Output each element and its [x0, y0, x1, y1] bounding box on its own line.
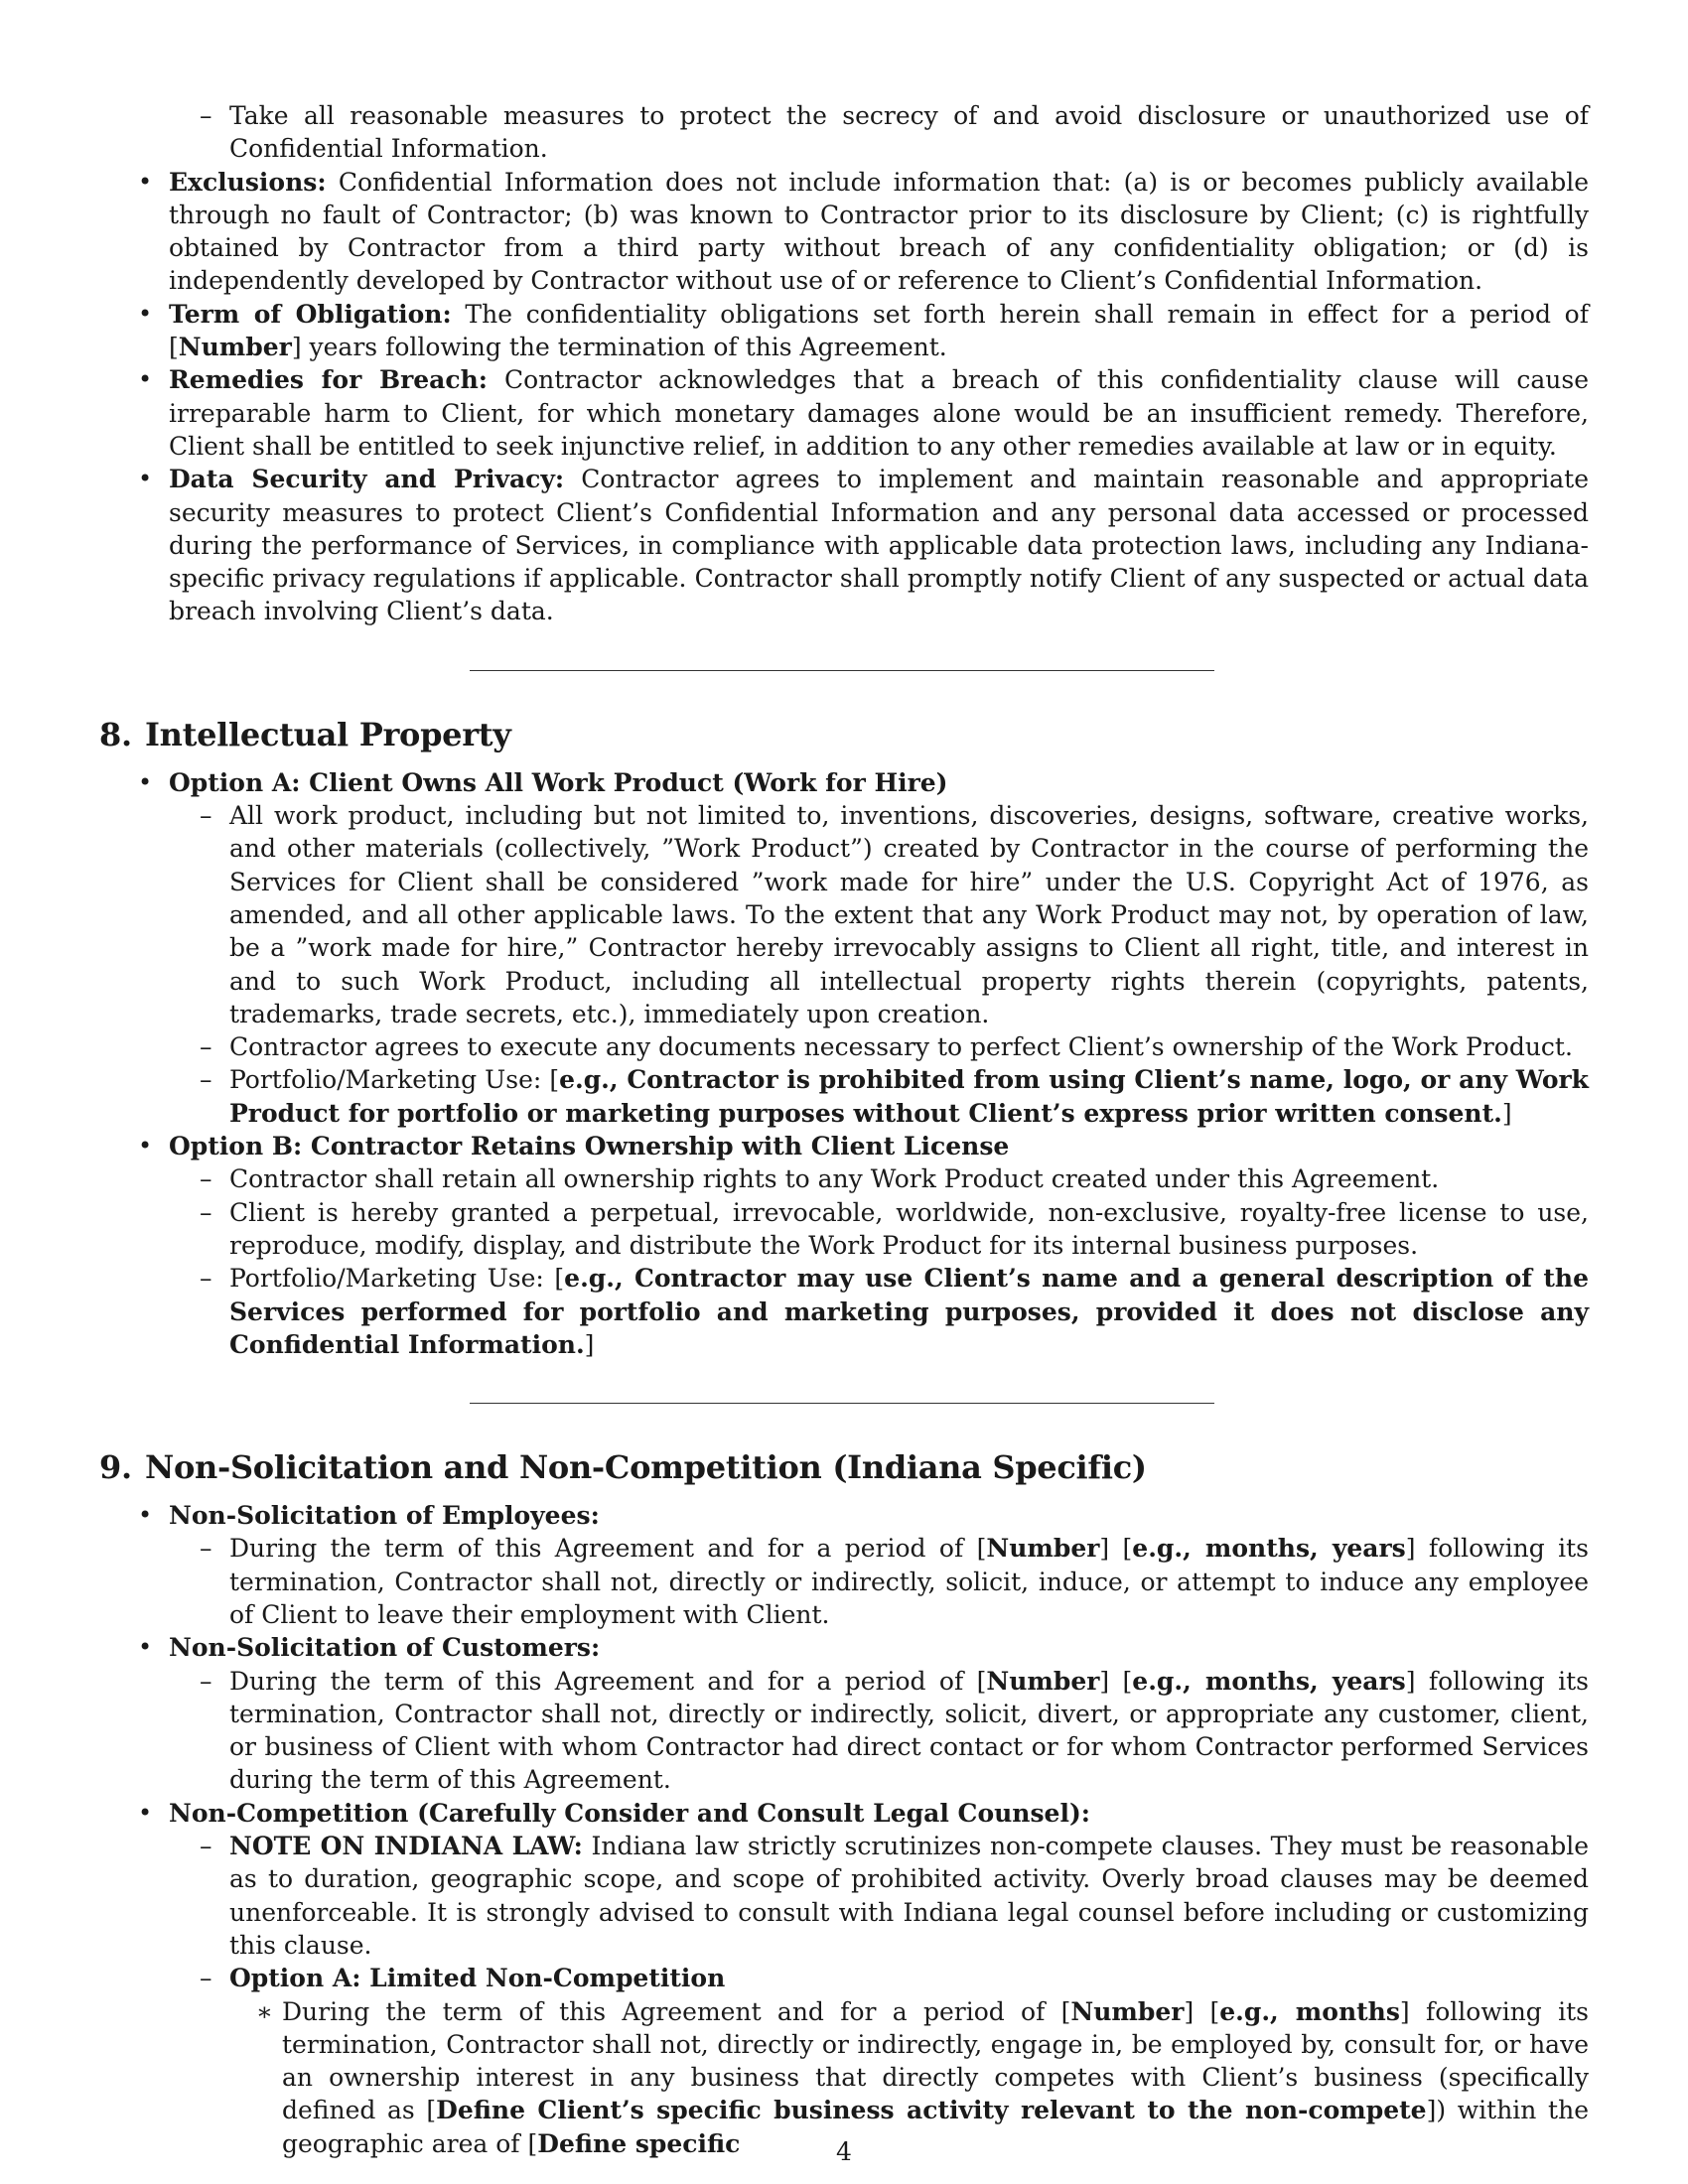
page-number: 4 [836, 2137, 852, 2166]
term-label: Term of Obligation: [169, 299, 452, 329]
non-solicitation-customers: • Non-Solicitation of Customers: – During the term of this Agreement and for a period of [Number] [e.g., months, years] following its termination, Contractor shall not, directly or indirectly, solicit, divert, or appropriate any customer, client, or business of Client with whom Contractor had direct contact or for whom Contractor performed Services during the term of this Agreement. [99, 1631, 1589, 1796]
document-page [99, 99, 1589, 2160]
remedies-item: • Remedies for Breach: Contractor acknowledges that a breach of this confidentiality clause will cause irreparable harm to Client, for which monetary damages alone would be an insufficient remedy. Therefore, Client shall be entitled to seek injunctive relief, in addition to any other remedies available at law or in equity. [99, 363, 1589, 463]
ip-option-a: • Option A: Client Owns All Work Product (Work for Hire) – All work product, including but not limited to, inventions, discoveries, designs, software, creative works, and other materials (collectively, ”Work Product”) created by Contractor in the course of performing the Services for Client shall be considered ”work made for hire” under the U.S. Copyright Act of 1976, as amended, and all other applicable laws. To the extent that any Work Product may not, by operation of law, be a ”work made for hire,” Contractor hereby irrevocably assigns to Client all right, title, and interest in and to such Work Product, including all intellectual property rights therein (copyrights, patents, trademarks, trade secrets, etc.), immediately upon creation. – Contractor agrees to execute any documents necessary to perfect Client’s ownership of the Work Product. – Portfolio/Marketing Use: [e.g., Contractor is prohibited from using Client’s name, logo, or any Work Product for portfolio or marketing purposes without Client’s express prior written consent.] [99, 766, 1589, 1130]
ip-options-list [99, 766, 1589, 1361]
indiana-law-note: – NOTE ON INDIANA LAW: Indiana law strictly scrutinizes non-compete clauses. They must be reasonable as to duration, geographic scope, and scope of prohibited activity. Overly broad clauses may be deemed unenforceable. It is strongly advised to consult with Indiana legal counsel before including or customizing this clause. [169, 1830, 1589, 1962]
section-divider [470, 1403, 1214, 1404]
protect-secrecy-item: – Take all reasonable measures to protect the secrecy of and avoid disclosure or unauthorized use of Confidential Information. [169, 99, 1589, 166]
term-of-obligation-item: • Term of Obligation: The confidentiality obligations set forth herein shall remain in effect for a period of [Number] years following the termination of this Agreement. [99, 298, 1589, 364]
noncompete-items [169, 1830, 1589, 2160]
list-item: – Contractor shall retain all ownership rights to any Work Product created under this Agreement. [169, 1162, 1589, 1195]
list-item: – During the term of this Agreement and for a period of [Number] [e.g., months, years] following its termination, Contractor shall not, directly or indirectly, solicit, divert, or appropriate any customer, client, or business of Client with whom Contractor had direct contact or for whom Contractor performed Services during the term of this Agreement. [169, 1665, 1589, 1797]
ip-option-a-items [169, 799, 1589, 1130]
customers-items [169, 1665, 1589, 1797]
non-solicitation-list [99, 1499, 1589, 2160]
non-solicitation-employees: • Non-Solicitation of Employees: – During the term of this Agreement and for a period of [Number] [e.g., months, years] following its termination, Contractor shall not, directly or indirectly, solicit, induce, or attempt to induce any employee of Client to leave their employment with Client. [99, 1499, 1589, 1631]
list-item: – During the term of this Agreement and for a period of [Number] [e.g., months, years] following its termination, Contractor shall not, directly or indirectly, solicit, induce, or attempt to induce any employee of Client to leave their employment with Client. [169, 1532, 1589, 1631]
ip-option-b-items [169, 1162, 1589, 1361]
remedies-label: Remedies for Breach: [169, 365, 489, 395]
exclusions-item: • Exclusions: Confidential Information does not include information that: (a) is or becomes publicly available through no fault of Contractor; (b) was known to Contractor prior to its disclosure by Client; (c) is rightfully obtained by Contractor from a third party without breach of any confidentiality obligation; or (d) is independently developed by Contractor without use of or reference to Client’s Confidential Information. [99, 166, 1589, 298]
list-item: – Portfolio/Marketing Use: [e.g., Contractor may use Client’s name and a general description of the Services performed for portfolio and marketing purposes, provided it does not disclose any Confidential Information.] [169, 1262, 1589, 1361]
employees-items [169, 1532, 1589, 1631]
list-item: – Client is hereby granted a perpetual, irrevocable, worldwide, non-exclusive, royalty-free license to use, reproduce, modify, display, and distribute the Work Product for its internal business purposes. [169, 1196, 1589, 1263]
list-item: ∗ During the term of this Agreement and for a period of [Number] [e.g., months] following its termination, Contractor shall not, directly or indirectly, engage in, be employed by, consult for, or have an ownership interest in any business that directly competes with Client’s business (specifically defined as [Define Client’s specific business activity relevant to the non-compete]) within the geographic area of [Define specific [229, 1995, 1589, 2160]
list-item: – All work product, including but not limited to, inventions, discoveries, designs, software, creative works, and other materials (collectively, ”Work Product”) created by Contractor in the course of performing the Services for Client shall be considered ”work made for hire” under the U.S. Copyright Act of 1976, as amended, and all other applicable laws. To the extent that any Work Product may not, by operation of law, be a ”work made for hire,” Contractor hereby irrevocably assigns to Client all right, title, and interest in and to such Work Product, including all intellectual property rights therein (copyrights, patents, trademarks, trade secrets, etc.), immediately upon creation. [169, 799, 1589, 1030]
non-competition: • Non-Competition (Carefully Consider and Consult Legal Counsel): – NOTE ON INDIANA LAW: Indiana law strictly scrutinizes non-compete clauses. They must be reasonable as to duration, geographic scope, and scope of prohibited activity. Overly broad clauses may be deemed unenforceable. It is strongly advised to consult with Indiana legal counsel before including or customizing this clause. – Option A: Limited Non-Competition ∗ During the term of this Agreement and for a period of [Number] [e.g., months] following its termination, Contractor shall not, directly or indirectly, engage in, be employed by, consult for, or have an ownership interest in any business that directly competes with Client’s business (specifically defined as [Define Client’s specific business activity relevant to the non-compete]) within the geographic area of [Define specific [99, 1797, 1589, 2160]
confidentiality-subitems [169, 99, 1589, 166]
data-security-item: • Data Security and Privacy: Contractor agrees to implement and maintain reasonable and appropriate security measures to protect Client’s Confidential Information and any personal data accessed or processed during the performance of Services, in compliance with applicable data protection laws, including any Indiana-specific privacy regulations if applicable. Contractor shall promptly notify Client of any suspected or actual data breach involving Client’s data. [99, 463, 1589, 627]
exclusions-label: Exclusions: [169, 167, 327, 197]
noncompete-option-a: – Option A: Limited Non-Competition ∗ During the term of this Agreement and for a period of [Number] [e.g., months] following its termination, Contractor shall not, directly or indirectly, engage in, be employed by, consult for, or have an ownership interest in any business that directly competes with Client’s business (specifically defined as [Define Client’s specific business activity relevant to the non-compete]) within the geographic area of [Define specific [169, 1962, 1589, 2160]
section-9-heading: 9. Non-Solicitation and Non-Competition (Indiana Specific) [99, 1448, 1147, 1487]
data-security-label: Data Security and Privacy: [169, 465, 565, 494]
list-item: – Contractor agrees to execute any documents necessary to perfect Client’s ownership of the Work Product. [169, 1030, 1589, 1063]
section-divider [470, 670, 1214, 671]
ip-option-b: • Option B: Contractor Retains Ownership with Client License – Contractor shall retain all ownership rights to any Work Product created under this Agreement. – Client is hereby granted a perpetual, irrevocable, worldwide, non-exclusive, royalty-free license to use, reproduce, modify, display, and distribute the Work Product for its internal business purposes. – Portfolio/Marketing Use: [e.g., Contractor may use Client’s name and a general description of the Services performed for portfolio and marketing purposes, provided it does not disclose any Confidential Information.] [99, 1130, 1589, 1361]
confidentiality-list [99, 166, 1589, 628]
section-8-heading: 8. Intellectual Property [99, 715, 511, 753]
list-item: – Portfolio/Marketing Use: [e.g., Contractor is prohibited from using Client’s name, logo, or any Work Product for portfolio or marketing purposes without Client’s express prior written consent.] [169, 1063, 1589, 1130]
